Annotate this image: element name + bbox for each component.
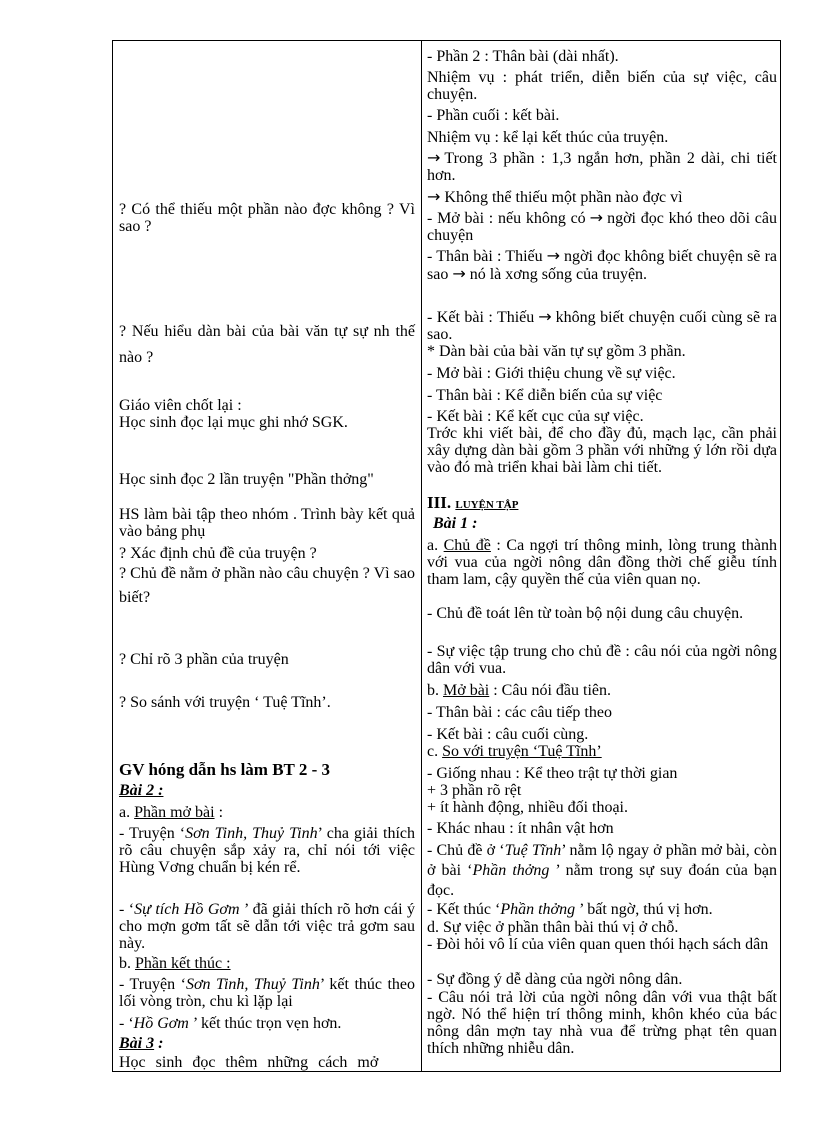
question-theme: ? Xác định chủ đề của truyện ? — [119, 545, 317, 562]
bai-2-heading: Bài 2 : — [119, 782, 164, 799]
outline-ending: - Kết bài : Kể kết cục của sự việc. — [427, 408, 644, 425]
end-sentence: - Kết bài : câu cuối cùng. — [427, 726, 589, 743]
arrow-right-icon — [427, 150, 444, 167]
arrow-right-icon — [448, 266, 469, 283]
arrow-right-icon — [543, 248, 564, 265]
similar-1: + 3 phần rõ rệt — [427, 782, 522, 799]
ho-guom-ending: - ‘Hồ Gơm ’ kết thúc trọn vẹn hơn. — [119, 1015, 342, 1032]
question-theme-where: ? Chủ đề nằm ở phần nào câu chuyện ? Vì sao biết? — [119, 565, 415, 606]
column-divider — [421, 41, 422, 1071]
opening-missing: - Mở bài : nếu không có→ ngời đọc khó theo dõi câu chuyện — [427, 209, 777, 244]
read-sgk: Học sinh đọc lại mục ghi nhớ SGK. — [119, 414, 348, 431]
bai-1-heading: Bài 1 : — [433, 515, 478, 532]
c-compare: c. So với truyện ‘Tuệ Tĩnh’ — [427, 743, 602, 760]
gv-guide-heading: GV hóng dẫn hs làm BT 2 - 3 — [119, 760, 330, 779]
before-writing: Trớc khi viết bài, để cho đầy đủ, mạch lạc, cần phải xây dựng dàn bài gồm 3 phần với những ý lớn rồi dựa vào đó mà triển khai bài làm chi tiết. — [427, 425, 777, 476]
body-sentences: - Thân bài : các câu tiếp theo — [427, 704, 612, 721]
arrow-right-icon — [586, 210, 607, 227]
group-work: HS làm bài tập theo nhóm . Trình bày kết quả vào bảng phụ — [119, 506, 415, 540]
three-parts-compare: → Trong 3 phần : 1,3 ngắn hơn, phần 2 dài, chi tiết hơn. — [427, 149, 777, 184]
task-end: Nhiệm vụ : kể lại kết thúc của truyện. — [427, 129, 669, 146]
question-three-parts: ? Chỉ rõ 3 phần của truyện — [119, 651, 289, 668]
b-opening: b. Mở bài : Câu nói đầu tiên. — [427, 682, 611, 699]
theme: a. Chủ đề : Ca ngợi trí thông minh, lòng trung thành với vua của ngời nông dân đồng thời chế giễu tính tham lam, cậy quyền thế của viên quan nọ. — [427, 537, 777, 588]
ending-compare: - Kết thúc ‘Phần thởng ’ bất ngờ, thú vị hơn. — [427, 901, 713, 918]
bai-3-heading: Bài 3 : — [119, 1035, 164, 1052]
ending-missing: - Kết bài : Thiếu→ không biết chuyện cuối cùng sẽ ra sao. — [427, 308, 777, 343]
unreasonable-demand: - Đòi hỏi vô lí của viên quan quen thói hạch sách dân — [427, 936, 769, 953]
different: - Khác nhau : ít nhân vật hơn — [427, 820, 614, 837]
question-missing-part: ? Có thể thiếu một phần nào đợc không ? Vì sao ? — [119, 201, 415, 235]
teacher-conclude: Giáo viên chốt lại : — [119, 397, 242, 414]
part-end: - Phần cuối : kết bài. — [427, 107, 560, 124]
similar: - Giống nhau : Kể theo trật tự thời gian — [427, 765, 678, 782]
body-missing: - Thân bài : Thiếu→ ngời đọc không biết chuyện sẽ ra sao→ nó là xơng sống của truyện. — [427, 247, 777, 283]
task-2: Nhiệm vụ : phát triển, diễn biến của sự việc, câu chuyện. — [427, 69, 777, 103]
similar-2: + ít hành động, nhiều đối thoại. — [427, 799, 628, 816]
arrow-right-icon — [534, 309, 555, 326]
arrow-right-icon — [427, 189, 444, 206]
theme-position: - Chủ đề ở ‘Tuệ Tĩnh’ nằm lộ ngay ở phần mở bài, còn ở bài ‘Phần thởng ’ nằm trong sự suy đoán của bạn đọc. — [427, 842, 777, 899]
read-more: Học sinh đọc thêm những cách mở — [119, 1054, 379, 1071]
section-heading: III. LUYỆN TẬP — [427, 493, 519, 512]
easy-agreement: - Sự đồng ý dễ dàng của ngời nông dân. — [427, 971, 683, 988]
part-ending-heading: b. Phần kết thúc : — [119, 955, 231, 972]
ho-guom-opening: - ‘Sự tích Hồ Gơm ’ đã giải thích rõ hơn cái ý cho mợn gơm tất sẽ dẫn tới việc trả gơm sau này. — [119, 901, 415, 952]
lesson-table — [112, 40, 781, 1072]
question-outline: ? Nếu hiểu dàn bài của bài văn tự sự nh thế nào ? — [119, 323, 415, 366]
son-tinh-ending: - Truyện ‘Sơn Tinh, Thuỷ Tinh’ kết thúc theo lối vòng tròn, chu kì lặp lại — [119, 976, 416, 1010]
theme-whole: - Chủ đề toát lên từ toàn bộ nội dung câu chuyện. — [427, 605, 744, 622]
d-interesting: d. Sự việc ở phần thân bài thú vị ở chỗ. — [427, 919, 679, 936]
outline-opening: - Mở bài : Giới thiệu chung về sự việc. — [427, 365, 676, 382]
outline-body: - Thân bài : Kể diễn biến của sự việc — [427, 387, 663, 404]
answer: - Câu nói trả lời của ngời nông dân với vua thật bất ngờ. Nó thể hiện trí thông minh, khôn khéo của bác nông dân mợn tay nhà vua để trừng phạt tên quan thích những nhiễu dân. — [427, 989, 777, 1057]
outline-summary: * Dàn bài của bài văn tự sự gồm 3 phần. — [427, 343, 686, 360]
part-2: - Phần 2 : Thân bài (dài nhất). — [427, 48, 619, 65]
cannot-miss: → Không thể thiếu một phần nào đợc vì — [427, 188, 777, 206]
focus-event: - Sự việc tập trung cho chủ đề : câu nói của ngời nông dân với vua. — [427, 643, 777, 677]
son-tinh-opening: - Truyện ‘Sơn Tinh, Thuỷ Tinh’ cha giải thích rõ câu chuyện sắp xảy ra, chỉ nói tới việc Hùng Vơng chuẩn bị kén rể. — [119, 825, 415, 876]
read-story: Học sinh đọc 2 lần truyện "Phần thởng" — [119, 471, 374, 488]
part-opening-heading: a. Phần mở bài : — [119, 804, 224, 821]
question-compare: ? So sánh với truyện ‘ Tuệ Tĩnh’. — [119, 694, 331, 711]
